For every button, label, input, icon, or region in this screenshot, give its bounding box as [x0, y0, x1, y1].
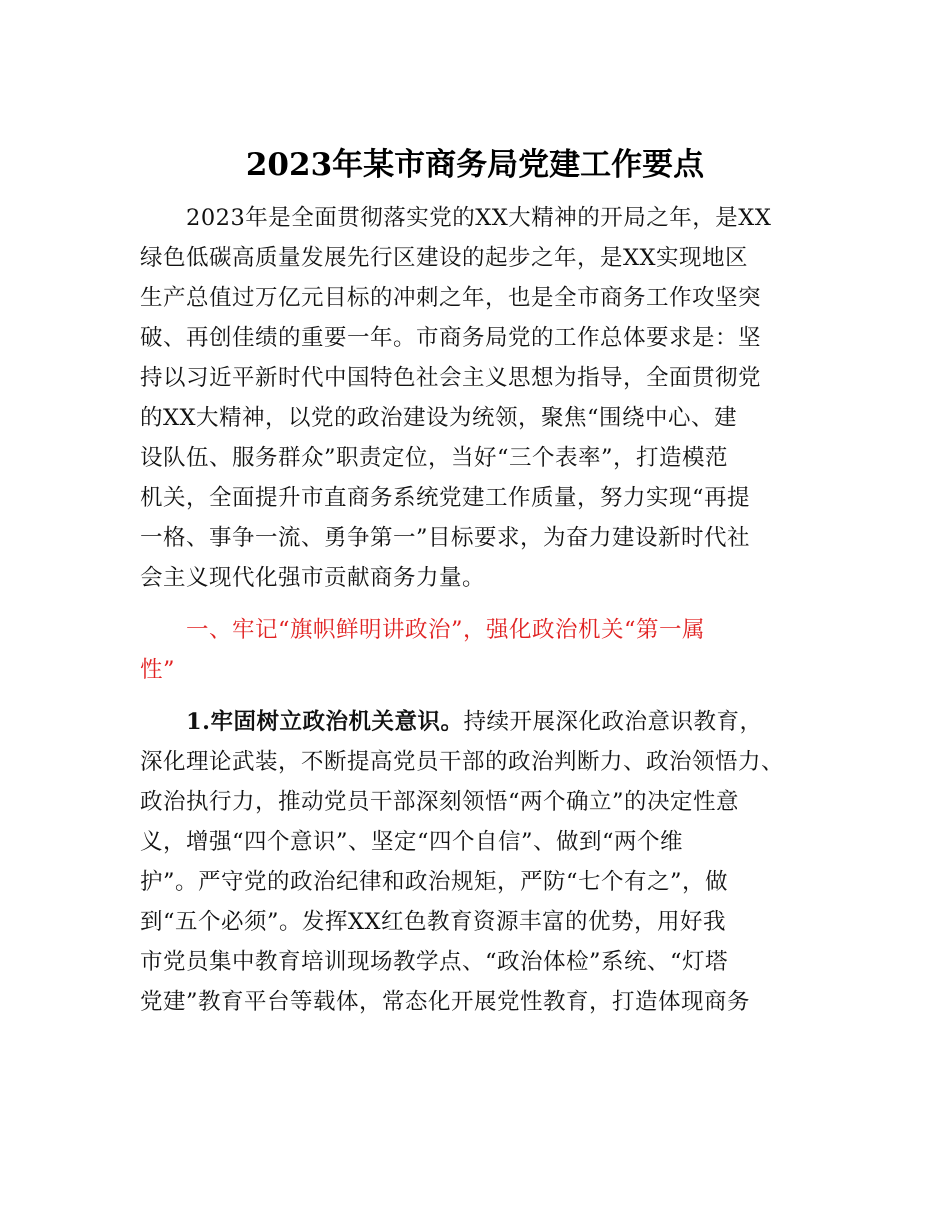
intro-line-10: 会主义现代化强市贡献商务力量。 [140, 565, 486, 591]
item-1-line-4: 义，增强“四个意识”、坚定“四个自信”、做到“两个维 [140, 829, 684, 855]
intro-line-8: 机关，全面提升市直商务系统党建工作质量，努力实现“再提 [140, 485, 751, 511]
item-1-line-2: 深化理论武装，不断提高党员干部的政治判断力、政治领悟力、 [140, 749, 785, 775]
section-heading-line-1: 一、牢记“旗帜鲜明讲政治”，强化政治机关“第一属 [186, 617, 706, 643]
document-title: 2023年某市商务局党建工作要点 [245, 147, 705, 183]
item-1-label: 1.牢固树立政治机关意识。 [186, 709, 464, 735]
item-1-line-3: 政治执行力，推动党员干部深刻领悟“两个确立”的决定性意 [140, 789, 740, 815]
item-1-first-line-text: 持续开展深化政治意识教育， [463, 709, 763, 735]
intro-line-5: 持以习近平新时代中国特色社会主义思想为指导，全面贯彻党 [140, 365, 762, 391]
item-1-line-8: 党建”教育平台等载体，常态化开展党性教育，打造体现商务 [140, 989, 751, 1015]
intro-line-6: 的XX大精神，以党的政治建设为统领，聚焦“围绕中心、建 [140, 405, 738, 431]
intro-line-1: 2023年是全面贯彻落实党的XX大精神的开局之年，是XX [186, 205, 772, 231]
intro-line-4: 破、再创佳绩的重要一年。市商务局党的工作总体要求是：坚 [140, 325, 762, 351]
intro-line-7: 设队伍、服务群众”职责定位，当好“三个表率”，打造模范 [140, 445, 729, 471]
intro-line-9: 一格、事争一流、勇争第一”目标要求，为奋力建设新时代社 [140, 525, 751, 551]
intro-line-2: 绿色低碳高质量发展先行区建设的起步之年，是XX实现地区 [140, 245, 749, 271]
item-1-first-line [186, 706, 830, 738]
item-1-line-5: 护”。严守党的政治纪律和政治规矩，严防“七个有之”，做 [140, 869, 729, 895]
item-1-line-6: 到“五个必须”。发挥XX红色教育资源丰富的优势，用好我 [140, 909, 727, 935]
section-heading-line-2: 性” [140, 657, 176, 683]
intro-line-3: 生产总值过万亿元目标的冲刺之年，也是全市商务工作攻坚突 [140, 285, 762, 311]
item-1-line-7: 市党员集中教育培训现场教学点、“政治体检”系统、“灯塔 [140, 949, 729, 975]
